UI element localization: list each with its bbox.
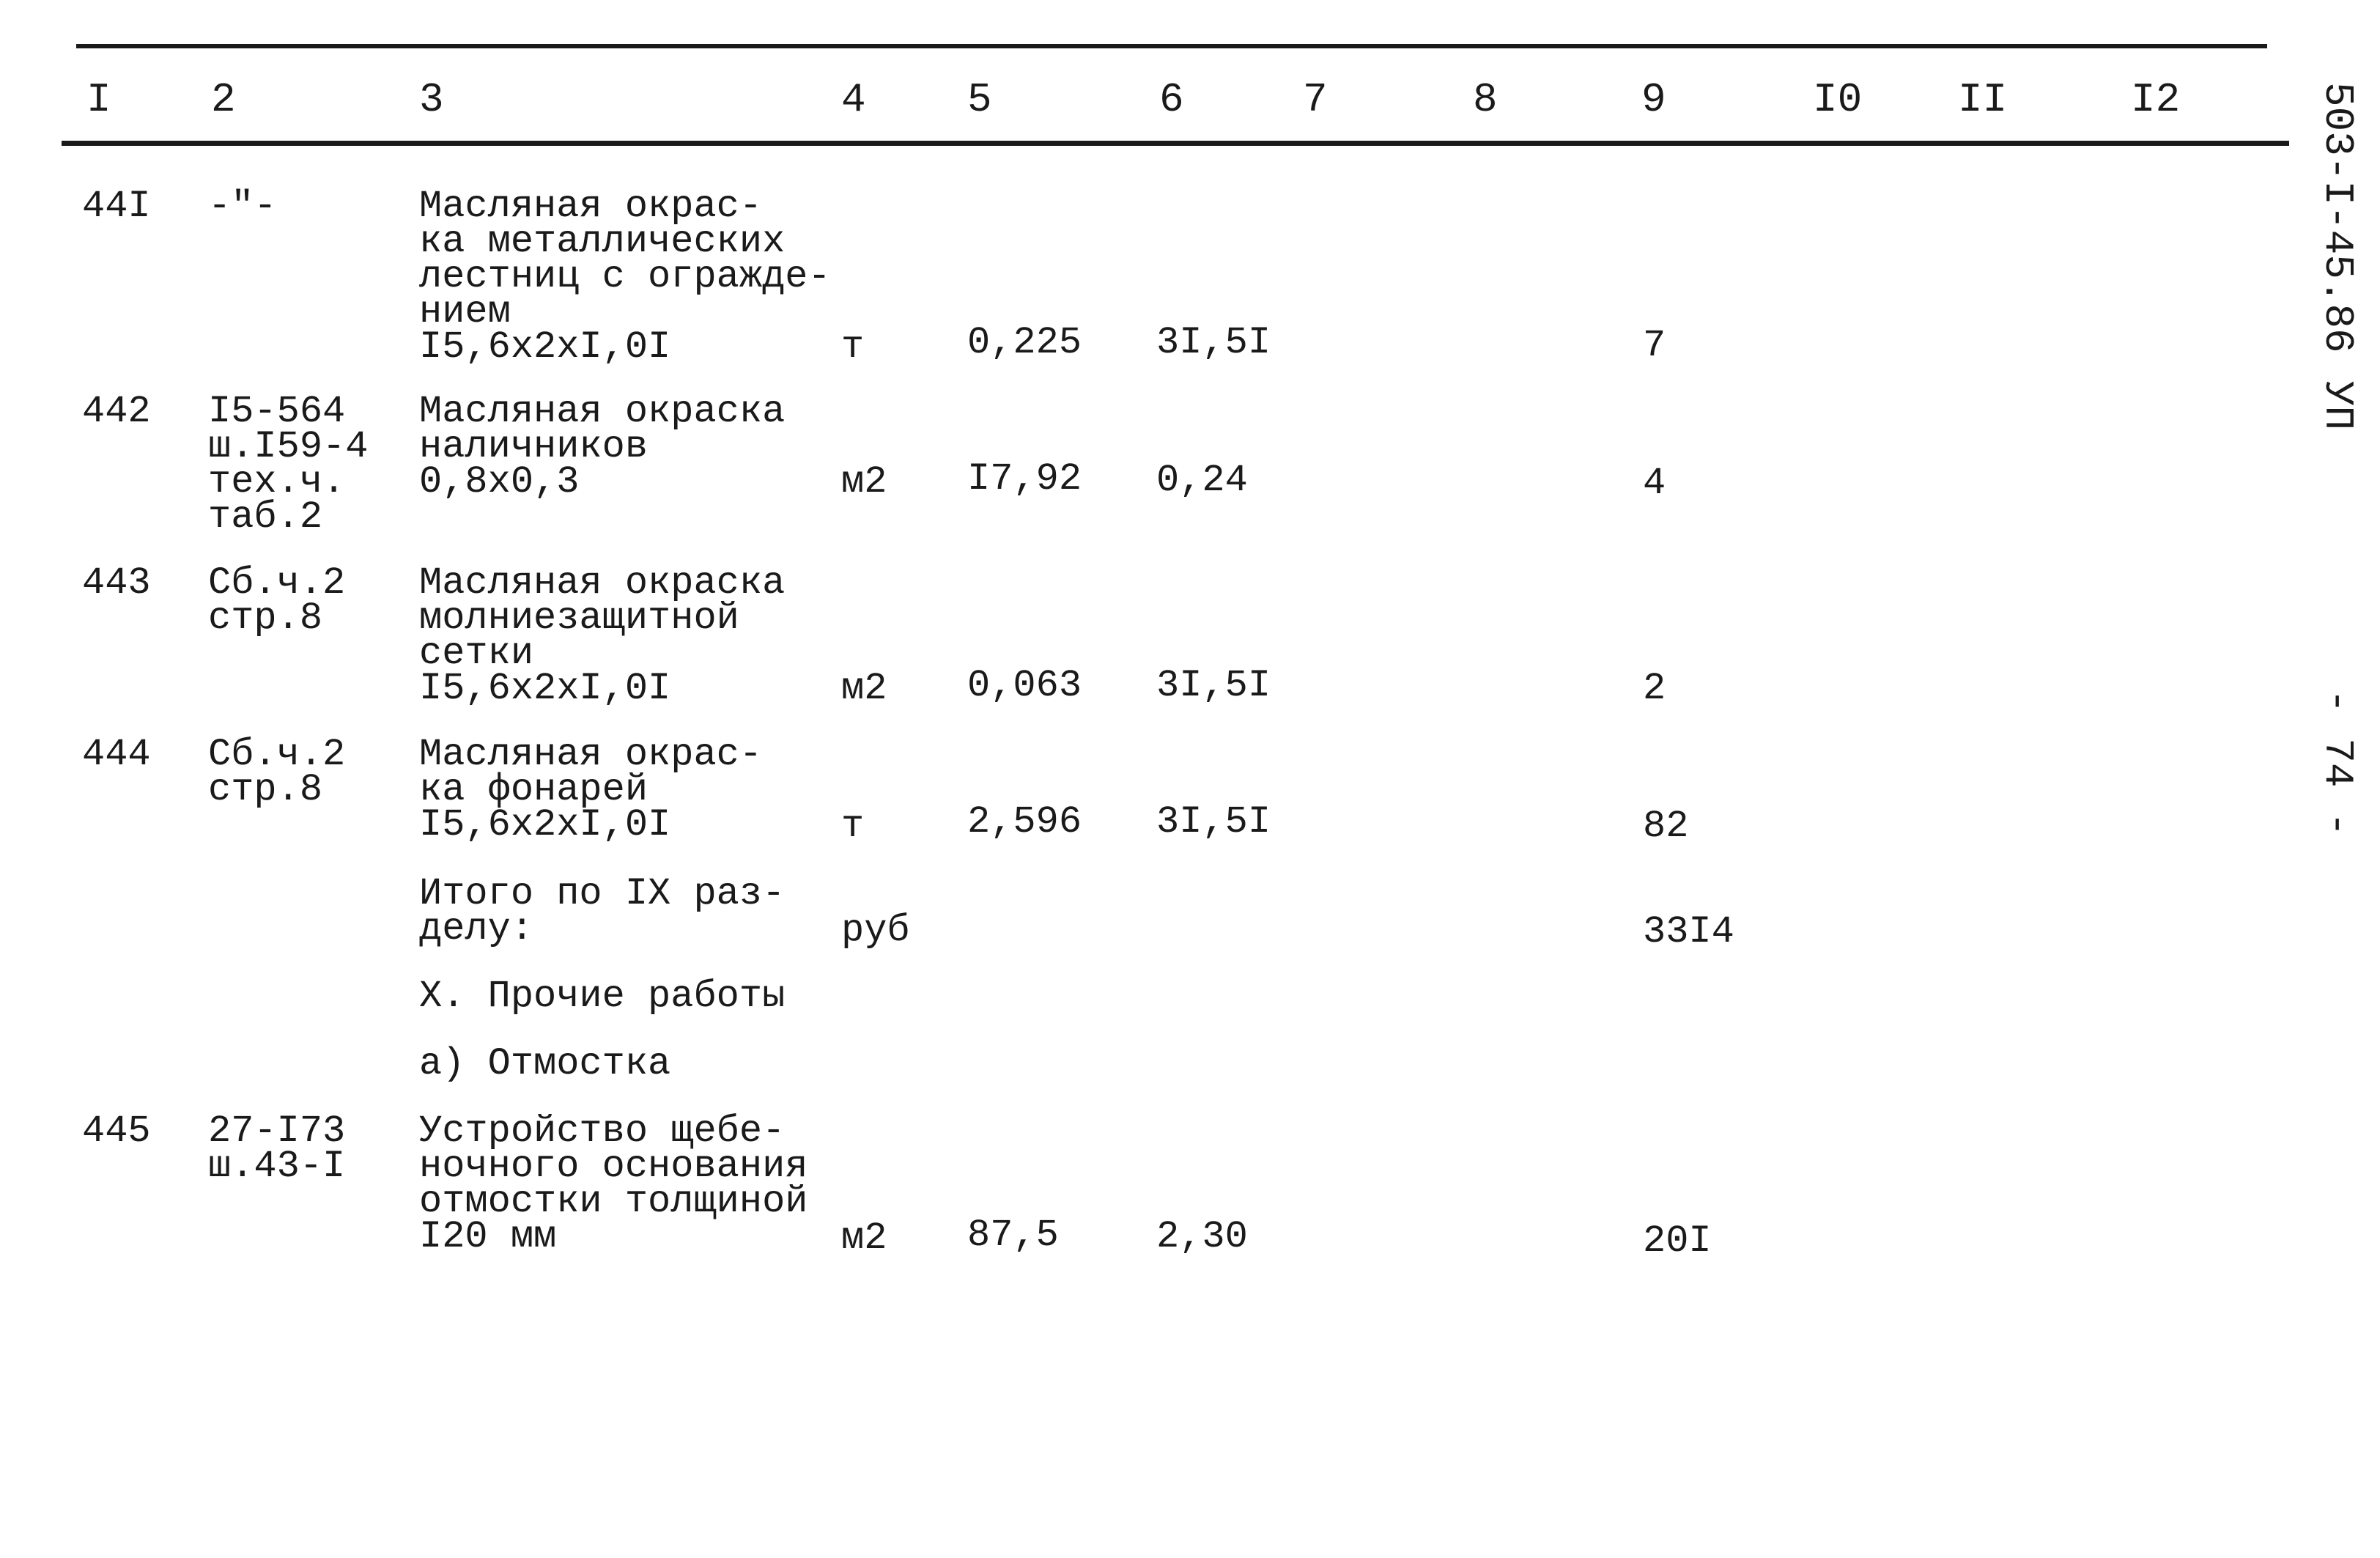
table-row-desc: Устройство щебе- ночного основания отмостки толщиной I20 мм [419, 1110, 808, 1258]
column-header-3: 3 [419, 76, 444, 123]
table-row-ref: I5-564 ш.I59-4 тех.ч. таб.2 [208, 390, 369, 539]
table-row-num: 443 [82, 561, 151, 605]
table-row-unit: м2 [841, 1217, 887, 1260]
table-row-qty: 87,5 [967, 1214, 1059, 1257]
section-heading: Х. Прочие работы [419, 975, 786, 1018]
subtotal-value: 33I4 [1643, 910, 1734, 953]
album-number: УП [2314, 381, 2361, 431]
table-row-ref: Сб.ч.2 стр.8 [208, 561, 346, 640]
table-row-unit: т [841, 805, 865, 848]
table-row-num: 445 [82, 1110, 151, 1153]
table-row-unit: м2 [841, 667, 887, 710]
column-header-11: II [1958, 76, 2008, 123]
table-row-total: 4 [1643, 462, 1666, 505]
table-row-price: 2,30 [1156, 1215, 1248, 1258]
column-header-9: 9 [1641, 76, 1666, 123]
header-rule [62, 141, 2289, 146]
table-row-num: 44I [82, 185, 151, 228]
column-header-4: 4 [841, 76, 866, 123]
table-row-total: 7 [1643, 324, 1666, 367]
table-row-ref: Сб.ч.2 стр.8 [208, 733, 346, 811]
document-code: 503-I-45.86 [2314, 82, 2361, 353]
subtotal-label: Итого по IX раз- делу: [419, 872, 786, 950]
table-row-qty: 0,063 [967, 664, 1082, 707]
column-header-2: 2 [211, 76, 236, 123]
table-row-price: 3I,5I [1156, 664, 1271, 707]
column-header-8: 8 [1473, 76, 1498, 123]
table-row-price: 0,24 [1156, 459, 1248, 502]
table-row-price: 3I,5I [1156, 800, 1271, 843]
table-row-unit: т [841, 325, 865, 369]
column-header-1: I [86, 76, 111, 123]
subtotal-unit: руб [841, 909, 910, 952]
table-row-total: 20I [1643, 1219, 1712, 1263]
table-row-num: 442 [82, 390, 151, 433]
table-row-qty: I7,92 [967, 457, 1082, 501]
table-row-desc: Масляная окрас- ка фонарей I5,6х2хI,0I [419, 733, 763, 846]
table-row-price: 3I,5I [1156, 321, 1271, 364]
table-row-total: 2 [1643, 667, 1666, 710]
column-header-5: 5 [967, 76, 992, 123]
column-header-10: I0 [1813, 76, 1863, 123]
table-row-qty: 0,225 [967, 321, 1082, 364]
table-row-unit: м2 [841, 460, 887, 503]
table-row-desc: Масляная окрас- ка металлических лестниц с огражде- нием I5,6х2хI,0I [419, 185, 831, 369]
subsection-heading: а) Отмостка [419, 1042, 671, 1085]
table-row-ref: 27-I73 ш.43-I [208, 1110, 346, 1188]
table-row-ref: -"- [208, 185, 277, 228]
table-row-qty: 2,596 [967, 800, 1082, 843]
column-header-7: 7 [1303, 76, 1328, 123]
top-rule [76, 44, 2267, 48]
column-header-12: I2 [2131, 76, 2181, 123]
table-row-num: 444 [82, 733, 151, 776]
table-row-desc: Масляная окраска молниезащитной сетки I5,6х2хI,0I [419, 561, 786, 710]
table-row-desc: Масляная окраска наличников 0,8х0,3 [419, 390, 786, 503]
column-header-6: 6 [1159, 76, 1184, 123]
table-row-total: 82 [1643, 805, 1689, 848]
page-number: - 74 - [2314, 689, 2361, 837]
